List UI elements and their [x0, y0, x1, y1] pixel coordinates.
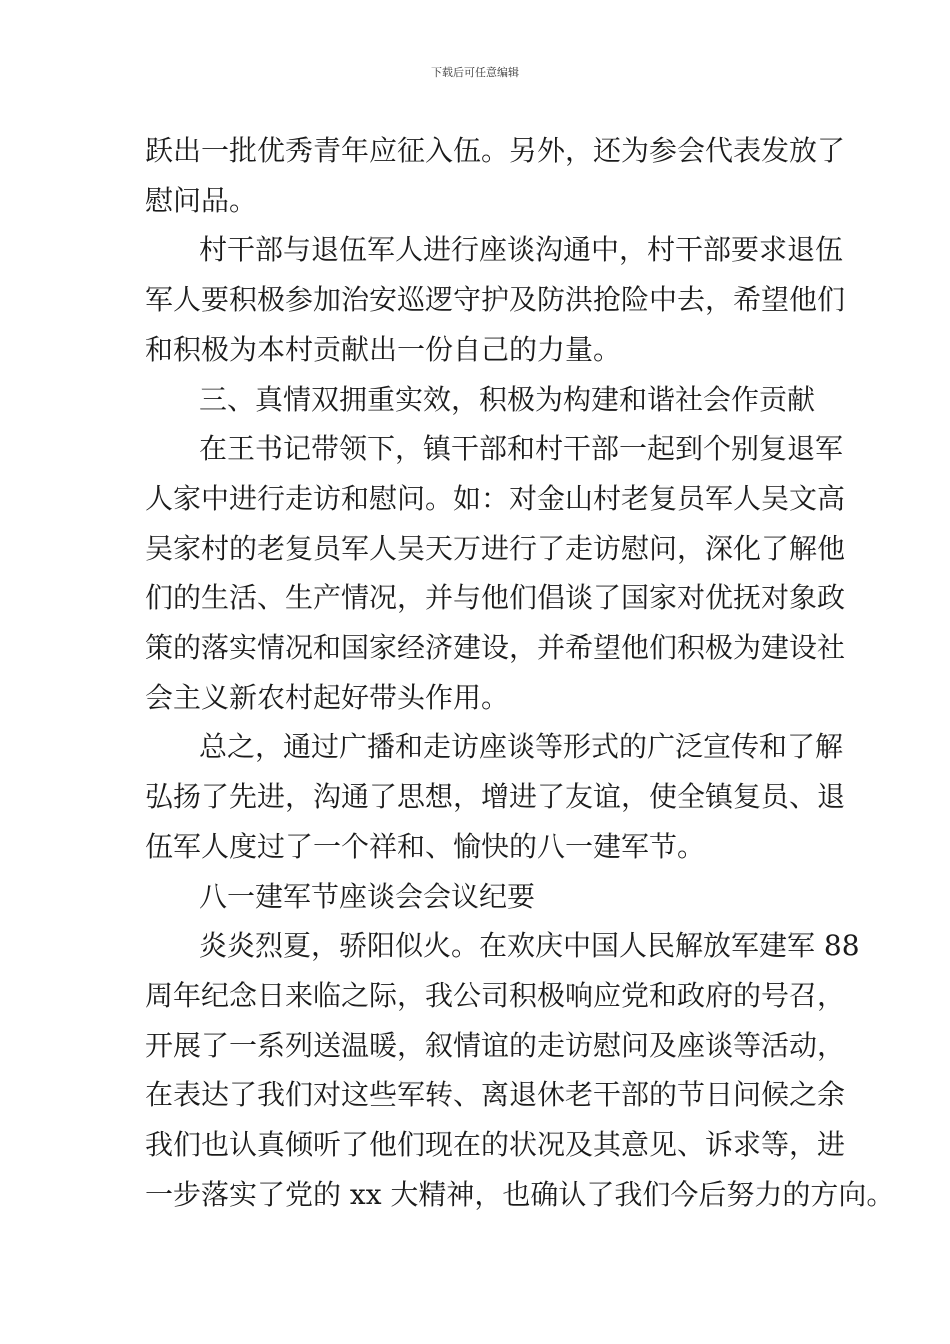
text-line: 和积极为本村贡献出一份自己的力量。: [145, 332, 622, 366]
text-line: 伍军人度过了一个祥和、愉快的八一建军节。: [145, 829, 706, 863]
text-line: 村干部与退伍军人进行座谈沟通中，村干部要求退伍: [199, 233, 844, 267]
text-line: 慰问品。: [145, 183, 258, 217]
text-line: 会主义新农村起好带头作用。: [145, 680, 510, 714]
document-body: [145, 126, 895, 1219]
text-line: 八一建军节座谈会会议纪要: [199, 879, 536, 913]
text-line: 跃出一批优秀青年应征入伍。另外，还为参会代表发放了: [145, 134, 846, 167]
paragraph: [145, 126, 846, 225]
text-line: 人家中进行走访和慰问。如：对金山村老复员军人吴文高: [145, 481, 846, 515]
paragraph: [145, 921, 895, 1219]
section-heading: [145, 375, 815, 425]
text-line: 策的落实情况和国家经济建设，并希望他们积极为建设社: [145, 631, 846, 665]
text-line: 周年纪念日来临之际，我公司积极响应党和政府的号召，: [145, 978, 846, 1012]
text-line: 一步落实了党的 xx 大精神，也确认了我们今后努力的方向。: [145, 1177, 895, 1211]
text-line: 们的生活、生产情况，并与他们倡谈了国家对优抚对象政: [145, 581, 846, 615]
section-heading: [145, 872, 815, 922]
page-header: 下载后可任意编辑: [431, 66, 519, 79]
text-line: 在王书记带领下，镇干部和村干部一起到个别复退军: [199, 432, 844, 466]
paragraph: [145, 722, 846, 871]
text-line: 我们也认真倾听了他们现在的状况及其意见、诉求等，进: [145, 1128, 846, 1162]
text-line: 军人要积极参加治安巡逻守护及防洪抢险中去，希望他们: [145, 283, 846, 317]
text-line: 在表达了我们对这些军转、离退休老干部的节日问候之余: [145, 1078, 846, 1112]
paragraph: [145, 225, 846, 374]
text-line: 总之，通过广播和走访座谈等形式的广泛宣传和了解: [199, 730, 844, 764]
text-line: 炎炎烈夏，骄阳似火。在欢庆中国人民解放军建军 88: [199, 929, 860, 963]
text-line: 弘扬了先进，沟通了思想，增进了友谊，使全镇复员、退: [145, 780, 846, 814]
text-line: 三、真情双拥重实效，积极为构建和谐社会作贡献: [199, 382, 816, 416]
text-line: 吴家村的老复员军人吴天万进行了走访慰问，深化了解他: [145, 531, 846, 565]
text-line: 开展了一系列送温暖，叙情谊的走访慰问及座谈等活动，: [145, 1028, 846, 1062]
paragraph: [145, 424, 846, 722]
